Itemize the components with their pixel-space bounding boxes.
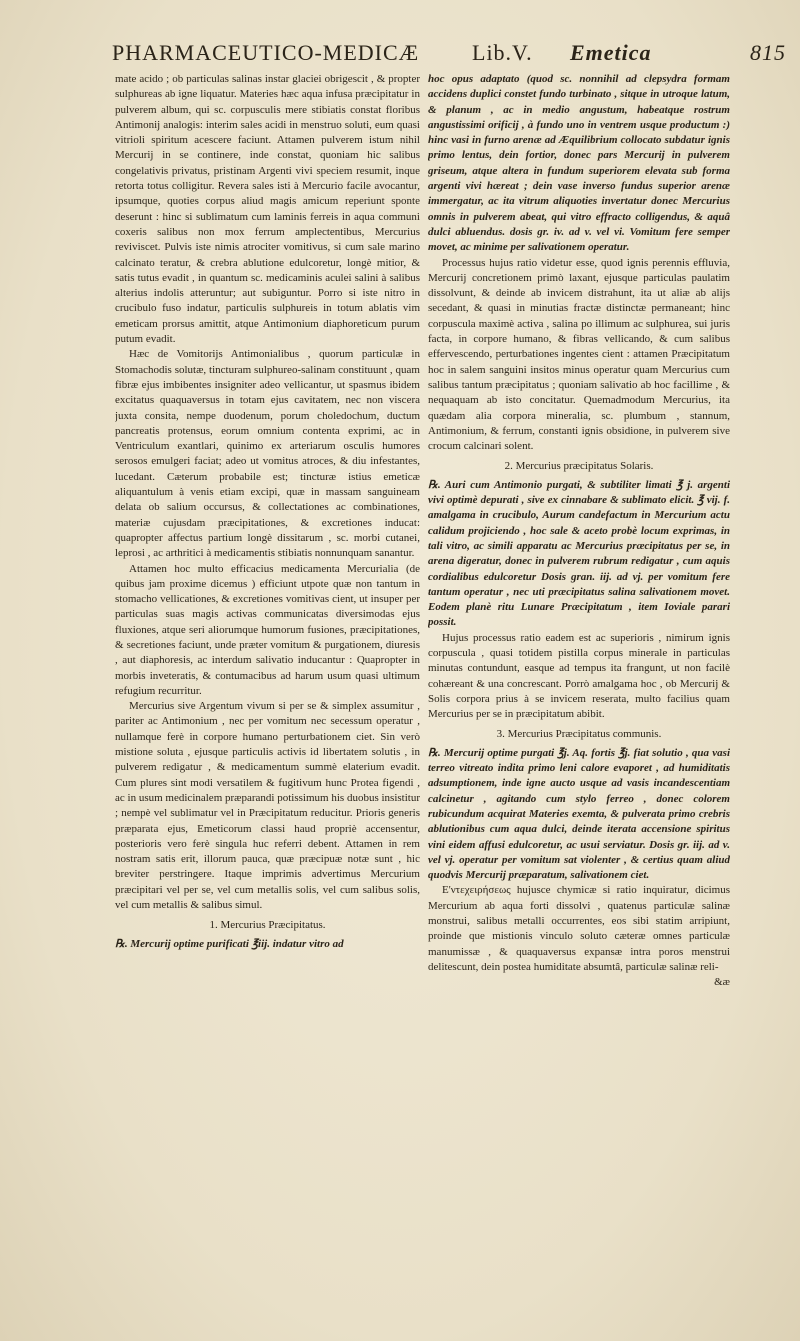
paragraph: Mercurius sive Argentum vivum si per se & simplex assumitur , pariter ac Antimonium , nec per vomitum nec secessum operatur , nullamque ferè in corpore humano perturbationem ciet. Sin verò mistione soluta , ejusque particulis activis id libertatem solutis , in pulverem redigatur , & medicamentum summè elaterium evadit. Cum plures sint modi versatilem & fugitivum hunc Protea figendi , ac in usum medicinalem præparandi potissimum his duobus insistitur ; nempè vel sublimatur vel in Præcipitatum reducitur. Prioris generis præparata ejus, Emeticorum classi haud propriè accensentur, posterioris vero ferè singula huc referri debent. Attamen in rem nostram satis erit, illorum pauca, quæ præcipuæ notæ sunt , hic breviter perstringere. Itaque imprimis advertimus Mercurium præcipitari vel per se, vel cum metallis solis, vel cum salibus solis, vel cum metallis & salibus simul. (115, 700, 420, 912)
left-column (115, 72, 420, 1311)
recipe: hoc opus adaptato (quod sc. nonnihil ad clepsydra formam accidens duplici constet fundo turbinato , sitque in utroque latum, & planum , ac in medio angustum, habeatque rostrum angustissimi orificij , à fundo uno in ventrem usque productum :) hinc vasi in furno arenæ ad Æquilibrium collocato subdatur ignis primo lentus, dein fortior, donec pars Mercurij in pulverem griseum, atque altera in fundum superiorem elevata sub forma argenti vivi hæreat ; dein vase inverso fundus superior arenæ immergatur, ac ita vitrum aliquoties invertatur donec Mercurius omnis in pulverem abeat, qui vitro effracto colligendus, & aquâ dulci abluendus. dosis gr. iv. ad v. vel vi. Vomitum fere semper movet, ac minime per salivationem operatur. (428, 73, 730, 254)
catchword: &æ (714, 976, 730, 989)
paragraph: Attamen hoc multo efficacius medicamenta Mercurialia (de quibus jam proxime dicemus ) efficiunt utpote quæ non tantum in stomacho vellicationes, & excretiones vomitivas cient, ut insuper per particulas suas magis activas communicatas diversimodas ejus fluxiones, atque seri aliorumque humorum fusiones, præcipitationes, & secretiones faciunt, unde præter vomitum & purgationem, diuresis , aut diaphoresis, ac interdum salivatio inducantur : Quapropter in morbis inveteratis, & contumacibus ad harum usum quasi ultimum refugium recurritur. (115, 562, 420, 697)
recipe: ℞. Mercurij optime purificati ℥iij. indatur vitro ad (115, 937, 344, 950)
paragraph: Ε'ντεχειρήσεως hujusce chymicæ si ratio inquiratur, dicimus Mercurium ab aqua forti dissolvi , quatenus particulæ salinæ monstrui, salibus metalli occurrentes, eos sibi statim arripiunt, proinde que mistionis vinculo soluto cæteræ omnes particulæ manumissæ , & quaquaversus expansæ intra poros menstrui delitescunt, dein postea humiditate absumtâ, particulæ salinæ reli- (428, 884, 730, 973)
paragraph: Hujus processus ratio eadem est ac superioris , nimirum ignis corpuscula , quasi totidem pistilla corpus minerale in particulas minutas contundunt, easque ad tempus ita frangunt, ut non facilè cohæreant & una concrescant. Porrò amalgama hoc , ob Mercurij & Solis corpora prius à se invicem reserata, multo facilius quam Mercurius per se in præcipitatum abibit. (428, 631, 730, 721)
recipe: ℞. Auri cum Antimonio purgati, & subtiliter limati ℥ j. argenti vivi optimè depurati , sive ex cinnabare & sublimato elicit. ℥ vij. f. amalgama in crucibulo, Aurum candefactum in Mercurium actu calidum projiciendo , hoc sale & aceto probè locum exprimas, in tali vitro, ac simili apparatu ac Mercurius præcipitatus per se, in arena digeratur, donec in pulverem rubrum redigatur , cum aquis cordialibus edulcoretur Dosis gran. iij. ad vj. per vomitum fere tantum operatur , nec uti præcipitatus salina salivationem movet. Eodem planè ritu Lunare Præcipitatum , item Ioviale parari possit. (428, 478, 730, 629)
running-header (112, 38, 786, 68)
book-number: Lib.V. (472, 40, 533, 65)
section-title: Emetica (570, 40, 652, 65)
section-heading: 2. Mercurius præcipitatus Solaris. (504, 460, 654, 473)
recipe: ℞. Mercurij optime purgati ℥j. Aq. fortis ℥j. fiat solutio , qua vasi terreo vitreato indita primo leni calore evaporet , ad humiditatis adsumptionem, inde igne aucto usque ad vasis incandescentiam calcinetur , agitando cum stylo ferreo , donec colorem rubicundum acquirat Materies exemta, & pulverata primo crebris ablutionibus cum aqua dulci, deinde iterata accensione spiritus vini eidem affusi edulcoretur, ac usui serviatur. Dosis gr. iij. ad v. vel vj. operatur per vomitum sat violenter , & certius quam aliud quodvis Mercurij præparatum, salivationem ciet. (428, 746, 730, 882)
paragraph: Hæc de Vomitorijs Antimonialibus , quorum particulæ in Stomachodis solutæ, tincturam sulphureo-salinam constituunt , quam fibræ ejus imbibentes insigniter adeo vellicantur, ut spasmus ibidem excitatus quaquaversus in totam ejus cavitatem, nec non viscera juxta consita, nempe duodenum, porum choledochum, ductum pancreatis protensus, eorum omnium contenta exprimi, ac in Ventriculum exantlari, quinimo ex arteriarum osculis humores serosos emulgeri faciat; adeo ut vomitus atroces, & diu infestantes, lucedant. Cæterum probabile est; tincturæ istius emeticæ aliquantulum à venis etiam excipi, quæ in massam sanguineam delata ob salium occursus, & collectationes ac combinationes, materiæ cujusdam præcipitationes, & excretiones inducat: quapropter affectus partium longè dissitarum , sc. morbi cutanei, leprosi , ac arthritici à medicamentis stibiatis nonnunquam sanantur. (115, 348, 420, 560)
paragraph: mate acido ; ob particulas salinas instar glaciei obrigescit , & propter sulphureas ab igne liquatur. Materies hæc aqua infusa præcipitatur in pulverem album, qui sc. corpusculis mere stibiatis constat floribus Antimonij analogis: interim sales acidi in menstruo soluti, eum quasi vitrioli spiritum acescere faciunt. Attamen pulverem istum nihil Mercurij in se continere, inde constat, quoniam hic salibus congelativis privatus, pristinam Argenti vivi speciem resumit, inque retorta totus colligitur. Revera sales isti à Mercurio facile avocantur, ipsumque, quoties corpus aliud magis amicum reperiunt sponte deserunt : hinc si sublimatum cum laminis ferreis in aqua communi coxeris salibus non mox ferrum amplectentibus, Mercurius reviviscet. Pulvis iste nimis atrociter vomitivus, si cum sale marino calcinato teratur, & crebra ablutione edulcoretur, longè mitior, & satis tutus evadit , in quantum sc. medicaminis aculei salini à salibus alterius indolis atteruntur; aut subiguntur. Porro si iste nitro in crucibulo fuso indatur, particulis sulphureis in totum ablatis vim emeticam prorsus amittit, atque Antimonium diaphoreticum purum putum evadit. (115, 73, 420, 346)
paragraph: Processus hujus ratio videtur esse, quod ignis perennis effluvia, Mercurij concretionem primò laxant, ejusque particulas paulatim dissolvunt, & deinde ab invicem distrahunt, ita ut aliæ ab alijs secedant, & quasi in minutias fractæ distinctæ permaneant; hinc corpuscula maximè activa , salina po illimum ac sulphurea, sui juris facta, in corpore humano, & fibras vellicando, & cum salibus effervescendo, perturbationes ingentes cient : attamen Præcipitatum hoc in salem sanguini insitos minus operatur quam Mercurius cum salibus tantum præcipitatus ; quoniam salivatio ab hoc facillime , & nequaquam ab isto concitatur. Quemadmodum Mercurius, ita quædam alia corpora mineralia, sc. plumbum , stannum, Antimonium, & ferrum, constanti ignis obsidione, in pulverem sive crocum calcinari solent. (428, 256, 730, 453)
section-heading: 3. Mercurius Præcipitatus communis. (496, 728, 662, 741)
section-heading: 1. Mercurius Præcipitatus. (209, 919, 326, 932)
page-number: 815 (750, 40, 786, 65)
running-title: PHARMACEUTICO-MEDICÆ (112, 40, 420, 65)
right-column (428, 72, 730, 1311)
